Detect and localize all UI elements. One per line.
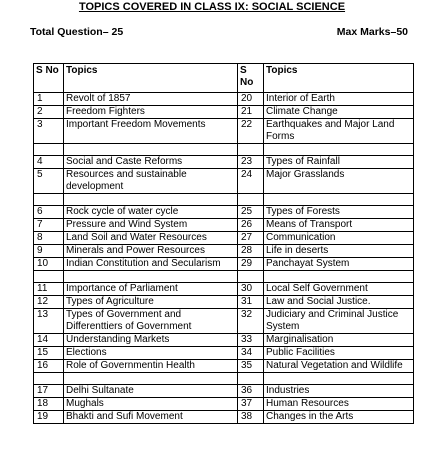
table-row [34, 156, 414, 169]
left-topic-cell: Minerals and Power Resources [64, 245, 238, 258]
right-sno-cell: 38 [238, 411, 264, 424]
left-topic-cell: Types of Agriculture [64, 296, 238, 309]
spacer-cell [238, 373, 264, 385]
right-sno-cell: 22 [238, 119, 264, 144]
left-topic-cell: Understanding Markets [64, 334, 238, 347]
spacer-cell [64, 194, 238, 206]
right-sno-cell: 23 [238, 156, 264, 169]
right-sno-cell: 34 [238, 347, 264, 360]
left-topic-cell: Freedom Fighters [64, 106, 238, 119]
left-sno-cell: 8 [34, 232, 64, 245]
spacer-cell [34, 144, 64, 156]
topics-header: Topics [64, 64, 238, 93]
right-sno-cell: 33 [238, 334, 264, 347]
left-topic-cell: Elections [64, 347, 238, 360]
spacer-cell [34, 271, 64, 283]
spacer-cell [264, 194, 414, 206]
group-spacer [34, 373, 414, 385]
topics-table [33, 63, 414, 424]
right-topic-cell: Types of Rainfall [264, 156, 414, 169]
left-sno-cell: 18 [34, 398, 64, 411]
right-topic-cell: Life in deserts [264, 245, 414, 258]
spacer-cell [238, 144, 264, 156]
topics-header: Topics [264, 64, 414, 93]
left-topic-cell: Land Soil and Water Resources [64, 232, 238, 245]
table-row [34, 360, 414, 373]
table-row [34, 258, 414, 271]
table-row [34, 385, 414, 398]
table-row [34, 232, 414, 245]
right-sno-cell: 21 [238, 106, 264, 119]
max-marks: Max Marks–50 [336, 26, 408, 38]
spacer-cell [264, 373, 414, 385]
right-topic-cell: Types of Forests [264, 206, 414, 219]
left-sno-cell: 5 [34, 169, 64, 194]
right-topic-cell: Changes in the Arts [264, 411, 414, 424]
left-sno-cell: 12 [34, 296, 64, 309]
spacer-cell [64, 271, 238, 283]
left-topic-cell: Types of Government and Differenttiers of Government [64, 309, 238, 334]
left-sno-cell: 7 [34, 219, 64, 232]
left-sno-cell: 9 [34, 245, 64, 258]
left-sno-cell: 13 [34, 309, 64, 334]
spacer-cell [238, 271, 264, 283]
left-sno-cell: 2 [34, 106, 64, 119]
table-row [34, 411, 414, 424]
right-sno-cell: 36 [238, 385, 264, 398]
right-topic-cell: Natural Vegetation and Wildlife [264, 360, 414, 373]
table-row [34, 119, 414, 144]
left-sno-cell: 10 [34, 258, 64, 271]
left-topic-cell: Mughals [64, 398, 238, 411]
sno-header: S No [238, 64, 264, 93]
right-sno-cell: 20 [238, 93, 264, 106]
table-header-row [34, 64, 414, 93]
right-topic-cell: Means of Transport [264, 219, 414, 232]
group-spacer [34, 271, 414, 283]
table-body [34, 93, 414, 424]
left-sno-cell: 4 [34, 156, 64, 169]
table-row [34, 169, 414, 194]
left-sno-cell: 19 [34, 411, 64, 424]
right-topic-cell: Marginalisation [264, 334, 414, 347]
spacer-cell [64, 373, 238, 385]
right-topic-cell: Industries [264, 385, 414, 398]
sno-header: S No [34, 64, 64, 93]
right-topic-cell: Judiciary and Criminal Justice System [264, 309, 414, 334]
left-topic-cell: Role of Governmentin Health [64, 360, 238, 373]
left-sno-cell: 14 [34, 334, 64, 347]
left-topic-cell: Rock cycle of water cycle [64, 206, 238, 219]
table-row [34, 219, 414, 232]
right-sno-cell: 27 [238, 232, 264, 245]
left-sno-cell: 15 [34, 347, 64, 360]
page-title: TOPICS COVERED IN CLASS IX: SOCIAL SCIENCE [78, 1, 346, 13]
left-topic-cell: Delhi Sultanate [64, 385, 238, 398]
left-sno-cell: 6 [34, 206, 64, 219]
table-row [34, 245, 414, 258]
table-row [34, 309, 414, 334]
right-sno-cell: 25 [238, 206, 264, 219]
spacer-cell [264, 144, 414, 156]
spacer-cell [34, 194, 64, 206]
total-questions: Total Question– 25 [30, 26, 124, 38]
table-row [34, 296, 414, 309]
table-row [34, 283, 414, 296]
right-sno-cell: 32 [238, 309, 264, 334]
right-topic-cell: Panchayat System [264, 258, 414, 271]
right-topic-cell: Climate Change [264, 106, 414, 119]
left-sno-cell: 1 [34, 93, 64, 106]
left-topic-cell: Bhakti and Sufi Movement [64, 411, 238, 424]
left-topic-cell: Social and Caste Reforms [64, 156, 238, 169]
right-topic-cell: Public Facilities [264, 347, 414, 360]
spacer-cell [238, 194, 264, 206]
left-sno-cell: 3 [34, 119, 64, 144]
table-row [34, 334, 414, 347]
right-sno-cell: 37 [238, 398, 264, 411]
left-topic-cell: Importance of Parliament [64, 283, 238, 296]
spacer-cell [34, 373, 64, 385]
right-sno-cell: 31 [238, 296, 264, 309]
left-topic-cell: Indian Constitution and Secularism [64, 258, 238, 271]
right-sno-cell: 26 [238, 219, 264, 232]
table-row [34, 106, 414, 119]
right-topic-cell: Law and Social Justice. [264, 296, 414, 309]
spacer-cell [64, 144, 238, 156]
left-sno-cell: 17 [34, 385, 64, 398]
right-sno-cell: 28 [238, 245, 264, 258]
left-sno-cell: 11 [34, 283, 64, 296]
right-topic-cell: Human Resources [264, 398, 414, 411]
table-row [34, 206, 414, 219]
right-sno-cell: 35 [238, 360, 264, 373]
right-topic-cell: Earthquakes and Major Land Forms [264, 119, 414, 144]
left-topic-cell: Important Freedom Movements [64, 119, 238, 144]
right-sno-cell: 24 [238, 169, 264, 194]
left-topic-cell: Pressure and Wind System [64, 219, 238, 232]
left-topic-cell: Revolt of 1857 [64, 93, 238, 106]
right-topic-cell: Major Grasslands [264, 169, 414, 194]
left-topic-cell: Resources and sustainable development [64, 169, 238, 194]
right-topic-cell: Interior of Earth [264, 93, 414, 106]
left-sno-cell: 16 [34, 360, 64, 373]
right-sno-cell: 29 [238, 258, 264, 271]
group-spacer [34, 144, 414, 156]
right-topic-cell: Local Self Government [264, 283, 414, 296]
table-row [34, 347, 414, 360]
right-sno-cell: 30 [238, 283, 264, 296]
spacer-cell [264, 271, 414, 283]
table-row [34, 398, 414, 411]
right-topic-cell: Communication [264, 232, 414, 245]
group-spacer [34, 194, 414, 206]
table-row [34, 93, 414, 106]
